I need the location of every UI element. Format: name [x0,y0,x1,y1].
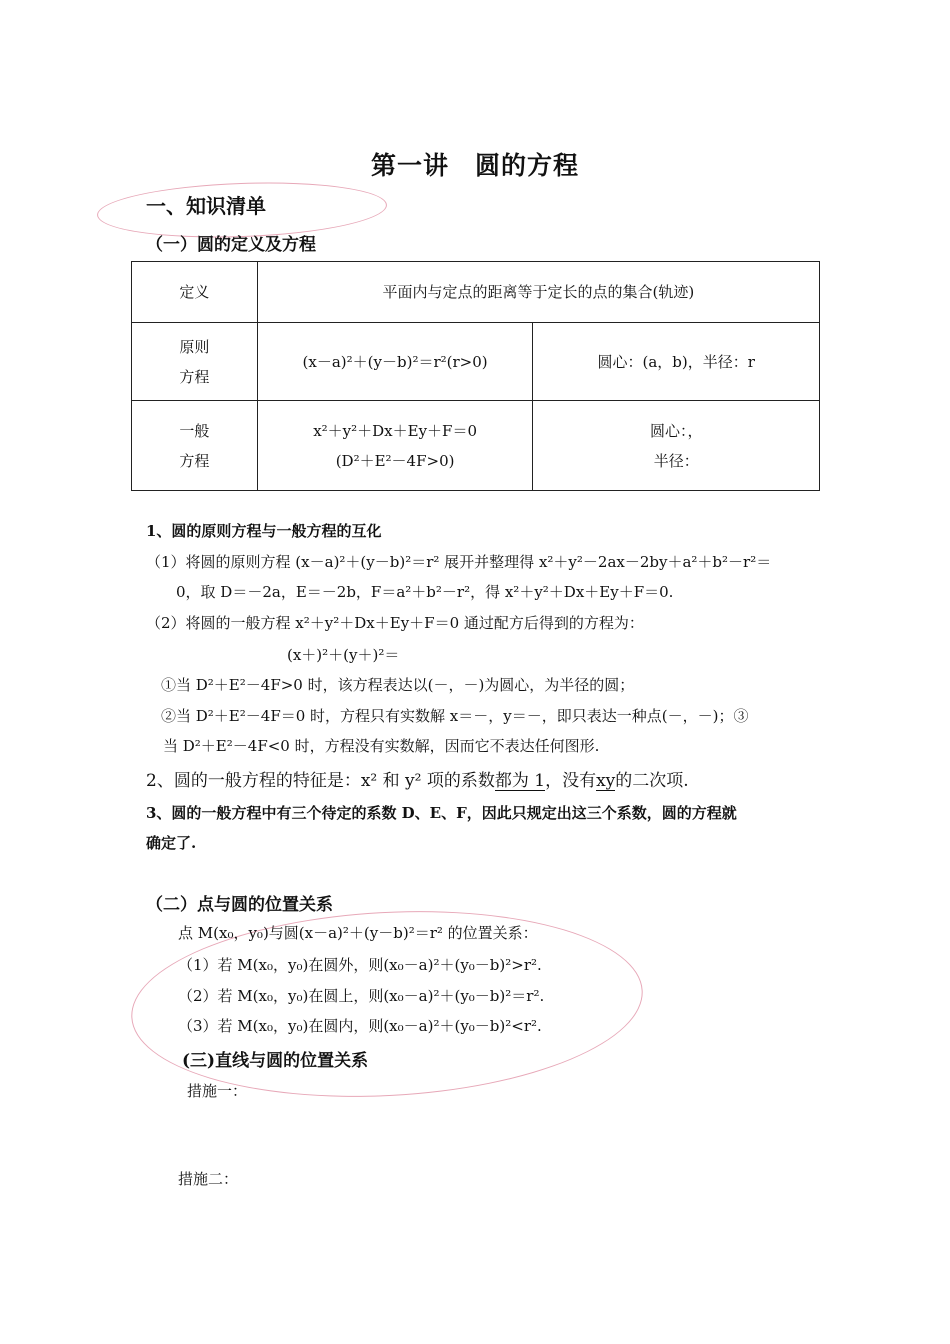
row-label-definition: 定义 [132,262,258,323]
table-row [132,401,820,491]
row-label-general-equation: 一般 方程 [132,401,258,491]
point-case-on: （2）若 M(x₀，y₀)在圆上，则(x₀－a)²＋(y₀－b)²＝r². [178,987,545,1005]
item1-paragraph1-line1: （1）将圆的原则方程 (x－a)²＋(y－b)²＝r² 展开并整理得 x²＋y²－2ax－2by＋a²＋b²－r²＝ [146,553,772,571]
definition-table [131,261,820,491]
section-heading-knowledge: 一、知识清单 [146,194,266,218]
item1-case1: ①当 D²＋E²－4F>0 时，该方程表达以(－，－)为圆心，为半径的圆； [161,676,635,694]
page-title: 第一讲 圆的方程 [370,151,579,180]
item1-paragraph2: （2）将圆的一般方程 x²＋y²＋Dx＋Ey＋F＝0 通过配方后得到的方程为： [146,614,644,632]
subsection-heading-line-circle: (三)直线与圆的位置关系 [182,1051,369,1071]
subsection-heading-definition: （一）圆的定义及方程 [146,235,316,255]
item1-completed-square: (x＋)²＋(y＋)²＝ [287,646,400,664]
standard-equation: (x－a)²＋(y－b)²＝r²(r>0) [257,323,533,401]
definition-text: 平面内与定点的距离等于定长的点的集合(轨迹) [257,262,819,323]
blank-coefficient: 都为 1 [494,771,546,791]
blank-xy: xy [596,771,616,791]
subsection-heading-point-circle: （二）点与圆的位置关系 [146,895,333,915]
table-row [132,262,820,323]
table-row [132,323,820,401]
item3-line2: 确定了. [146,834,197,852]
point-intro: 点 M(x₀，y₀)与圆(x－a)²＋(y－b)²＝r² 的位置关系： [178,924,538,942]
item3-line1: 3、圆的一般方程中有三个待定的系数 D、E、F，因此只规定出这三个系数，圆的方程就 [146,804,737,822]
item2-line: 2、圆的一般方程的特征是：x² 和 y² 项的系数都为 1，没有xy的二次项. [146,771,689,791]
standard-equation-detail: 圆心：(a，b)，半径：r [533,323,820,401]
item1-case2: ②当 D²＋E²－4F＝0 时，方程只有实数解 x＝－，y＝－，即只表达一种点(－，－)；③ [161,707,749,725]
general-equation: x²＋y²＋Dx＋Ey＋F＝0 (D²＋E²－4F>0) [257,401,533,491]
method-two-label: 措施二： [178,1170,239,1188]
point-case-inside: （3）若 M(x₀，y₀)在圆内，则(x₀－a)²＋(y₀－b)²<r². [178,1017,542,1035]
item1-case3: 当 D²＋E²－4F<0 时，方程没有实数解，因而它不表达任何图形. [163,737,600,755]
general-equation-detail: 圆心：， 半径： [533,401,820,491]
row-label-standard-equation: 原则 方程 [132,323,258,401]
item1-paragraph1-line2: 0，取 D＝－2a，E＝－2b，F＝a²＋b²－r²，得 x²＋y²＋Dx＋Ey＋F＝0. [176,583,674,601]
item1-heading: 1、圆的原则方程与一般方程的互化 [146,522,382,540]
method-one-label: 措施一： [187,1082,248,1100]
point-case-outside: （1）若 M(x₀，y₀)在圆外，则(x₀－a)²＋(y₀－b)²>r². [178,956,542,974]
